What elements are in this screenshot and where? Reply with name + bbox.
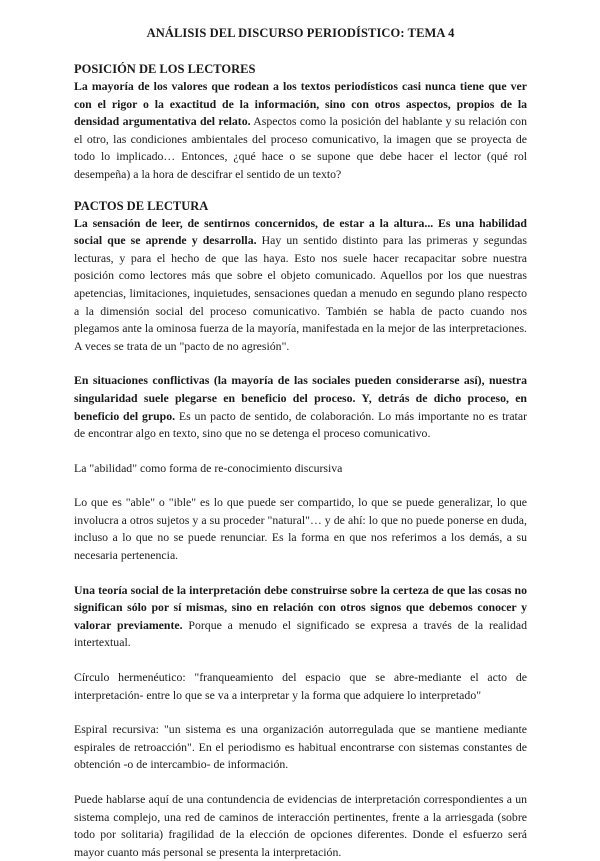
paragraph: La "abilidad" como forma de re-conocimiento discursiva [74,460,343,475]
paragraph-text: Es un pacto de sentido, de colaboración. Lo más importante no es tratar de encontrar algo en texto, sino que no se detenga el proceso comunicativo. [74,408,527,441]
paragraph-text: Porque a menudo el significado se expresa a través de la realidad intertextual. [74,617,527,650]
bold-lead: Una teoría social de la interpretación debe construirse sobre la certeza de que las cosas no significan sólo por sí mismas, sino en relación con otros signos que debemos conocer y valorar previamente. [74,582,527,632]
document-title: ANÁLISIS DEL DISCURSO PERIODÍSTICO: TEMA 4 [146,26,455,40]
paragraph-text: Hay un sentido distinto para las primeras y segundas lecturas, y para el hecho de que las haya. Esto nos suele hacer recapacitar sobre nuestra posición como lectores más que sobre el objeto comunicado. Aquellos por los que nuestras apetencias, limitaciones, inquietudes, sensaciones quedan a menudo en segundo plano respecto a la dimensión social del proceso comunicativo. También se habla de pacto cuando nos plegamos ante la ominosa fuerza de la mayoría, manifestada en la mejor de las interpretaciones. A veces se trata de un "pacto de no agresión". [74,233,527,353]
paragraph-text: Aspectos como la posición del hablante y su relación con el otro, las condiciones ambientales del proceso comunicativo, la imagen que se proyecta de todo lo implicado… Entonces, ¿qué hace o se supone que debe hacer el lector (qué rol desempeña) a la hora de descifrar el sentido de un texto? [74,114,527,181]
section-pactos-lectura [74,198,527,861]
section-heading: POSICIÓN DE LOS LECTORES [74,62,256,76]
paragraph [74,78,527,184]
paragraph: Círculo hermenéutico: "franqueamiento del espacio que se abre-mediante el acto de interpretación- entre lo que se va a interpretar y la forma que adquiere lo interpretado" [74,670,527,702]
section-posicion-lectores [74,61,527,184]
section-heading: PACTOS DE LECTURA [74,198,209,213]
bold-lead: En situaciones conflictivas (la mayoría de las sociales pueden considerarse así), nuestra singularidad suele plegarse en beneficio del proceso. Y, detrás de dicho proceso, en beneficio del grupo. [74,373,527,423]
paragraph: Puede hablarse aquí de una contundencia de evidencias de interpretación correspondientes a un sistema complejo, una red de caminos de interacción pertinentes, frente a la arriesgada (sobre todo por solitaria) fragilidad de la elección de opciones diferentes. Donde el esfuerzo será mayor cuanto más personal se presenta la interpretación. [74,792,527,859]
paragraph [74,582,527,652]
paragraph [74,215,527,356]
paragraph: Espiral recursiva: "un sistema es una organización autorregulada que se mantiene mediante espirales de retroacción". En el periodismo es habitual encontrarse con sistemas constantes de obtención -o de intercambio- de información. [74,722,527,772]
bold-lead: La mayoría de los valores que rodean a los textos periodísticos casi nunca tiene que ver con el rigor o la exactitud de la información, sino con otros aspectos, propios de la densidad argumentativa del relato. [74,79,527,129]
paragraph [74,372,527,442]
paragraph: Lo que es "able" o "ible" es lo que puede ser compartido, lo que se puede generalizar, lo que involucra a otros sujetos y a su proceder "natural"… y de ahí: lo que no puede ponerse en duda, incluso a lo que no se puede renunciar. Es la forma en que nos referimos a los demás, a su necesaria pertenencia. [74,495,527,563]
bold-lead: La sensación de leer, de sentirnos concernidos, de estar a la altura... Es una habilidad social que se aprende y desarrolla. [74,215,527,248]
